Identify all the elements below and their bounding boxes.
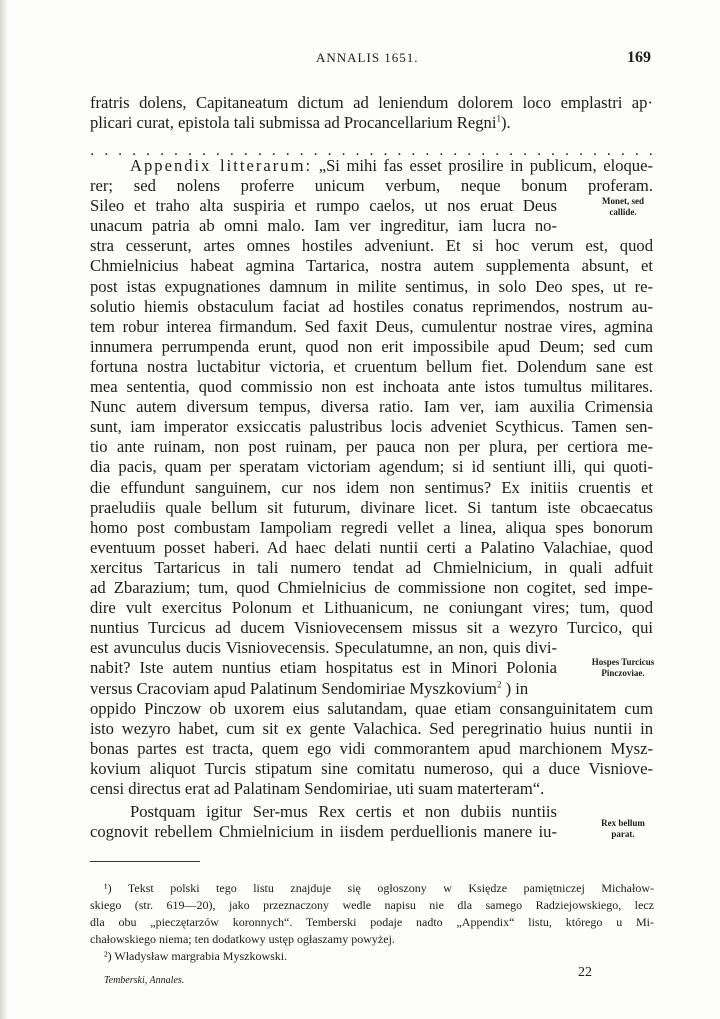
body-line: fortuna nostra luctabitur victoria, et cruentum bellum fiet. Dolendum sane est xyxy=(90,356,653,376)
footnote-ref: 2 xyxy=(496,678,502,689)
body-line: ad Zbarazium; tum, quod Chmielnicius de commissione non cogitet, sed impe- xyxy=(90,578,653,597)
body-line: nuntius Turcicus ad ducem Visniovecensem missus sit a wezyro Turcico, qui xyxy=(90,618,653,638)
body-line: Postquam igitur Ser-mus Rex certis et non dubiis nuntiis xyxy=(130,802,557,822)
ellipsis-separator xyxy=(90,143,653,159)
body-line: solutio hiemis obstaculum faciat ad hostiles conatus reprimendos, nostrum au- xyxy=(90,296,653,316)
body-line: tem robur interea firmandum. Sed faxit Deus, cumulentur nostrae vires, agmina xyxy=(90,316,653,336)
appendix-first-line: Appendix litterarum: „Si mihi fas esset prosilire in publicum, eloque- xyxy=(130,156,653,175)
body-line: dia pacis, quam per speratam victoriam agendum; si id sentiunt illi, qui quoti- xyxy=(90,457,653,477)
body-line: cognovit rebellem Chmielnicium in iisdem perduellionis manere iu- xyxy=(90,822,557,842)
body-line: stra cesserunt, artes omnes hostiles adveniunt. Et si hoc verum est, quod xyxy=(90,236,653,256)
running-head: ANNALIS 1651. xyxy=(316,50,419,65)
margin-note-rex: Rex bellum parat. xyxy=(601,818,645,839)
body-line: oppido Pinczow ob uxorem eius salutandam, quae etiam consanguinitatem cum xyxy=(90,698,653,718)
body-line: innumera perrumpenda erunt, quod non erit impossibile apud Deum; sed cum xyxy=(90,336,653,356)
page-number: 169 xyxy=(627,49,651,66)
margin-note-monet: Monet, sed callide. xyxy=(602,196,644,217)
footnote-line: chałowskiego niema; ten dodatkowy ustęp ogłaszamy powyżej. xyxy=(90,932,395,946)
body-line: Chmielnicius habeat agmina Tartarica, nostra autem supplementa absunt, et xyxy=(90,256,653,276)
appendix-heading: Appendix litterarum: xyxy=(130,156,313,175)
body-line: tio ante ruinam, non post ruinam, per pauca non per plura, per certiora me- xyxy=(90,437,653,457)
body-line: censi directus erat ad Palatinam Sendomiriae, uti suam materteram“. xyxy=(90,779,545,798)
body-line: plicari curat, epistola tali submissa ad Procancellarium Regni$^1$). xyxy=(90,113,511,132)
body-line: die effundunt sanguinem, cur nos idem non sentimus? Ex initiis cruentis et xyxy=(90,477,653,497)
signature-number: 22 xyxy=(578,965,592,980)
footnote-line: ¹) Tekst polski tego listu znajduje się ogłoszony w Księdze pamiętniczej Michałow- xyxy=(104,881,654,895)
body-line: est avunculus ducis Visniovecensis. Speculatumne, an non, quis divi- xyxy=(90,638,557,658)
body-line: bonas partes est tracta, quem ego vidi commorantem apud marchionem Mysz- xyxy=(90,738,653,758)
footnote-line: ²) Władysław margrabia Myszkowski. xyxy=(104,949,288,963)
body-line: praeludiis quale bellum sit futurum, divinare licet. Si tantum iste obcaecatus xyxy=(90,497,653,517)
body-line: dire vult exercitus Polonum et Lithuanicum, ne coniungant vires; tum, quod xyxy=(90,598,653,618)
body-line: eventuum posset haberi. Ad haec delati nuntii certi a Palatino Valachiae, quod xyxy=(90,537,653,557)
body-line: versus Cracoviam apud Palatinum Sendomiriae Myszkovium$^2$ ) in xyxy=(90,678,529,698)
body-line: kovium aliquot Turcis stipatum sine comitatu numeroso, qui a duce Visniove- xyxy=(90,758,653,778)
footnote-line: dla obu „pieczętarzów koronnych“. Temberski podaje nadto „Appendix“ listu, którego u Mi- xyxy=(90,915,654,929)
body-line: Sileo et traho alta suspiria et rumpo caelos, ut nos eruat Deus xyxy=(90,196,557,216)
body-line: post istas expugnationes damnum in milite sentimus, in solo Deo spes, ut re- xyxy=(90,276,653,296)
body-line: fratris dolens, Capitaneatum dictum ad leniendum dolorem loco emplastri ap· xyxy=(90,93,653,112)
page-edge-shadow xyxy=(0,0,8,1019)
separator-dots-text: . . . . . . . . . . . . . . . . . . . . . . . . . . . . . . . . . . . . . . . . . xyxy=(90,143,653,159)
body-line: unacum patria ab omni malo. Iam ver ingreditur, iam lucra no- xyxy=(90,216,557,236)
footnote-ref: 1 xyxy=(496,113,501,124)
body-line: nabit? Iste autem nuntius etiam hospitatus est in Minori Polonia xyxy=(90,658,557,678)
body-line: sunt, iam imperator exsiccatis palustribus locis adveniet Scythicus. Tamen sen- xyxy=(90,417,653,437)
body-line: xercitus Tartaricus in tali numero tendat ad Chmielnicium, in quali adfuit xyxy=(90,557,653,577)
footnote-rule xyxy=(90,861,200,862)
body-line: mea sententia, quod commissio non est inchoata ante istos tumultus militares. xyxy=(90,377,653,396)
margin-note-hospes: Hospes Turcicus Pinczoviae. xyxy=(591,657,655,678)
footnote-line: skiego (str. 619—20), jako przeznaczony wedle napisu nie dla samego Radziejowskiego, lecz xyxy=(90,898,654,912)
body-line: homo post combustam Iampoliam regredi vellet a linea, aliqua spes bonorum xyxy=(90,517,653,537)
body-line: isto wezyro habet, cum sit ex gente Valachica. Sed peregrinatio huius nuntii in xyxy=(90,718,653,738)
signature-mark: Temberski, Annales. xyxy=(104,975,185,986)
body-line: Nunc autem diversum tempus, diversa ratio. Iam ver, iam auxilia Crimensia xyxy=(90,397,653,417)
body-line: rer; sed nolens proferre unicum verbum, neque bonum proferam. xyxy=(90,176,653,195)
